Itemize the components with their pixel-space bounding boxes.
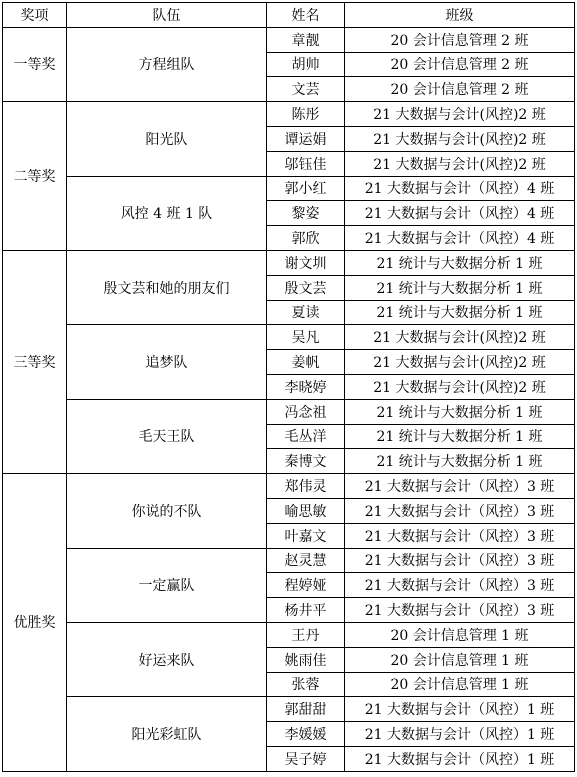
member-name-cell: 喻思敏	[267, 498, 345, 523]
member-name-cell: 郭小红	[267, 176, 345, 201]
member-class-cell: 21 大数据与会计(风控)2 班	[345, 350, 575, 375]
member-class-cell: 21 大数据与会计（风控）3 班	[345, 523, 575, 548]
member-name-cell: 谢文圳	[267, 250, 345, 275]
member-name-cell: 夏读	[267, 300, 345, 325]
member-class-cell: 21 统计与大数据分析 1 班	[345, 424, 575, 449]
team-cell: 方程组队	[67, 27, 267, 101]
member-class-cell: 20 会计信息管理 1 班	[345, 647, 575, 672]
member-class-cell: 21 大数据与会计（风控）4 班	[345, 176, 575, 201]
member-class-cell: 21 大数据与会计（风控）1 班	[345, 746, 575, 771]
member-name-cell: 陈彤	[267, 102, 345, 127]
award-cell: 一等奖	[3, 27, 67, 101]
member-name-cell: 冯念祖	[267, 399, 345, 424]
table-row	[3, 325, 575, 350]
member-class-cell: 21 大数据与会计(风控)2 班	[345, 325, 575, 350]
table-row	[3, 399, 575, 424]
member-name-cell: 李媛媛	[267, 722, 345, 747]
member-class-cell: 21 大数据与会计（风控）4 班	[345, 201, 575, 226]
team-cell: 殷文芸和她的朋友们	[67, 250, 267, 324]
member-name-cell: 张蓉	[267, 672, 345, 697]
member-name-cell: 姜帆	[267, 350, 345, 375]
member-class-cell: 20 会计信息管理 2 班	[345, 52, 575, 77]
member-name-cell: 郭甜甜	[267, 697, 345, 722]
member-class-cell: 21 大数据与会计(风控)2 班	[345, 126, 575, 151]
team-cell: 一定赢队	[67, 548, 267, 622]
header-team: 队伍	[67, 3, 267, 28]
member-name-cell: 殷文芸	[267, 275, 345, 300]
member-class-cell: 21 大数据与会计（风控）3 班	[345, 474, 575, 499]
member-name-cell: 叶嘉文	[267, 523, 345, 548]
member-class-cell: 21 大数据与会计（风控）3 班	[345, 498, 575, 523]
member-class-cell: 21 大数据与会计（风控）4 班	[345, 226, 575, 251]
member-name-cell: 邬钰佳	[267, 151, 345, 176]
award-cell: 二等奖	[3, 102, 67, 251]
member-class-cell: 21 大数据与会计（风控）1 班	[345, 722, 575, 747]
table-row	[3, 27, 575, 52]
member-name-cell: 吴子婷	[267, 746, 345, 771]
member-name-cell: 毛丛洋	[267, 424, 345, 449]
member-name-cell: 郭欣	[267, 226, 345, 251]
member-class-cell: 20 会计信息管理 1 班	[345, 622, 575, 647]
table-row	[3, 176, 575, 201]
table-row	[3, 474, 575, 499]
member-class-cell: 21 大数据与会计(风控)2 班	[345, 374, 575, 399]
awards-body	[3, 27, 575, 771]
member-class-cell: 21 统计与大数据分析 1 班	[345, 250, 575, 275]
member-name-cell: 吴凡	[267, 325, 345, 350]
member-name-cell: 姚雨佳	[267, 647, 345, 672]
table-row	[3, 697, 575, 722]
member-name-cell: 郑伟灵	[267, 474, 345, 499]
member-class-cell: 21 大数据与会计（风控）3 班	[345, 548, 575, 573]
team-cell: 追梦队	[67, 325, 267, 399]
member-class-cell: 21 统计与大数据分析 1 班	[345, 300, 575, 325]
team-cell: 你说的不队	[67, 474, 267, 548]
member-class-cell: 21 大数据与会计(风控)2 班	[345, 151, 575, 176]
team-cell: 毛天王队	[67, 399, 267, 473]
member-name-cell: 章靓	[267, 27, 345, 52]
member-class-cell: 21 大数据与会计（风控）1 班	[345, 697, 575, 722]
member-name-cell: 文芸	[267, 77, 345, 102]
table-row	[3, 102, 575, 127]
member-class-cell: 21 统计与大数据分析 1 班	[345, 275, 575, 300]
award-cell: 优胜奖	[3, 474, 67, 772]
member-name-cell: 赵灵慧	[267, 548, 345, 573]
member-class-cell: 21 统计与大数据分析 1 班	[345, 399, 575, 424]
header-award: 奖项	[3, 3, 67, 28]
member-name-cell: 胡帅	[267, 52, 345, 77]
header-class: 班级	[345, 3, 575, 28]
team-cell: 阳光队	[67, 102, 267, 176]
member-name-cell: 谭运娟	[267, 126, 345, 151]
member-name-cell: 黎姿	[267, 201, 345, 226]
member-name-cell: 杨井平	[267, 598, 345, 623]
header-row	[3, 3, 575, 28]
member-name-cell: 王丹	[267, 622, 345, 647]
member-class-cell: 20 会计信息管理 2 班	[345, 27, 575, 52]
award-cell: 三等奖	[3, 250, 67, 473]
member-name-cell: 程婷娅	[267, 573, 345, 598]
member-class-cell: 21 大数据与会计（风控）3 班	[345, 573, 575, 598]
team-cell: 阳光彩虹队	[67, 697, 267, 771]
table-row	[3, 250, 575, 275]
header-name: 姓名	[267, 3, 345, 28]
member-class-cell: 20 会计信息管理 1 班	[345, 672, 575, 697]
member-class-cell: 21 大数据与会计（风控）3 班	[345, 598, 575, 623]
member-class-cell: 20 会计信息管理 2 班	[345, 77, 575, 102]
table-row	[3, 548, 575, 573]
team-cell: 好运来队	[67, 622, 267, 696]
awards-table	[2, 2, 575, 772]
member-class-cell: 21 大数据与会计(风控)2 班	[345, 102, 575, 127]
team-cell: 风控 4 班 1 队	[67, 176, 267, 250]
table-row	[3, 622, 575, 647]
member-class-cell: 21 统计与大数据分析 1 班	[345, 449, 575, 474]
member-name-cell: 李晓婷	[267, 374, 345, 399]
member-name-cell: 秦博文	[267, 449, 345, 474]
